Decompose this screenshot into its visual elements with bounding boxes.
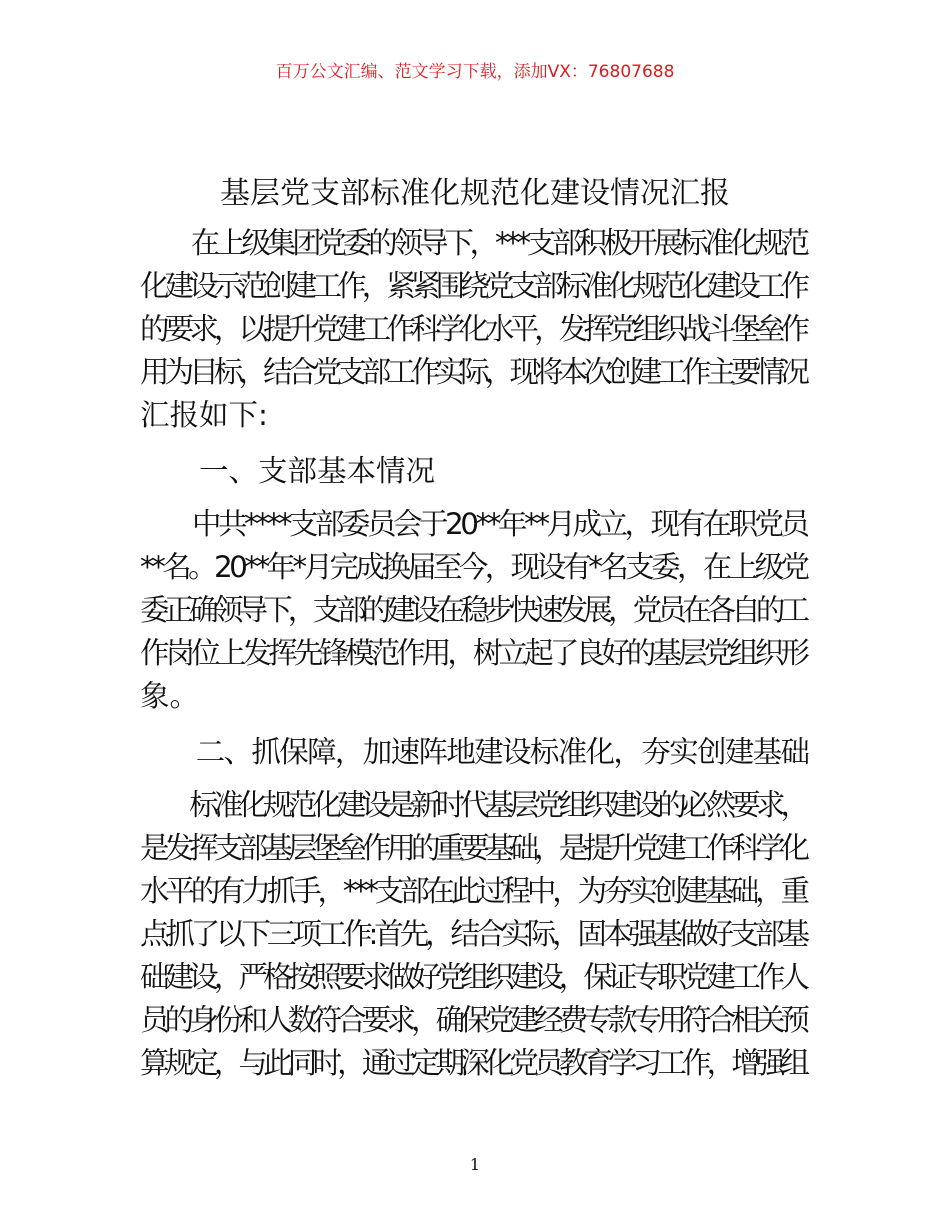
section-heading: 二、抓保障，加速阵地建设标准化，夯实创建基础 [140,735,809,769]
text-line: 象。 [140,679,200,713]
text-line: 是发挥支部基层堡垒作用的重要基础，是提升党建工作科学化 [140,831,806,865]
text-line: 水平的有力抓手，***支部在此过程中，为夯实创建基础，重 [140,874,806,908]
text-line: **名。20**年*月完成换届至今，现设有*名支委，在上级党 [140,550,807,584]
text-line: 的要求，以提升党建工作科学化水平，发挥党组织战斗堡垒作 [140,312,806,346]
text-line: 算规定，与此同时，通过定期深化党员教育学习工作，增强组 [140,1046,806,1080]
text-line: 中共****支部委员会于20**年**月成立，现有在职党员 [140,507,807,541]
text-line: 化建设示范创建工作，紧紧围绕党支部标准化规范化建设工作 [140,269,806,303]
document-title: 基层党支部标准化规范化建设情况汇报 [220,176,730,211]
section-heading: 一、支部基本情况 [140,454,436,488]
text-line: 础建设，严格按照要求做好党组织建设，保证专职党建工作人 [140,960,806,994]
text-line: 在上级集团党委的领导下，***支部积极开展标准化规范 [140,226,806,260]
watermark-banner: 百万公文汇编、范文学习下载，添加VX：76807688 [275,62,675,82]
page-number: 1 [469,1155,481,1174]
text-line: 员的身份和人数符合要求，确保党建经费专款专用符合相关预 [140,1003,806,1037]
text-line: 标准化规范化建设是新时代基层党组织建设的必然要求， [140,788,806,822]
text-line: 委正确领导下，支部的建设在稳步快速发展，党员在各自的工 [140,593,806,627]
text-line: 用为目标，结合党支部工作实际，现将本次创建工作主要情况 [140,355,806,389]
text-line: 点抓了以下三项工作:首先，结合实际，固本强基做好支部基 [140,917,806,951]
text-line: 汇报如下: [140,398,268,432]
text-line: 作岗位上发挥先锋模范作用，树立起了良好的基层党组织形 [140,636,807,670]
